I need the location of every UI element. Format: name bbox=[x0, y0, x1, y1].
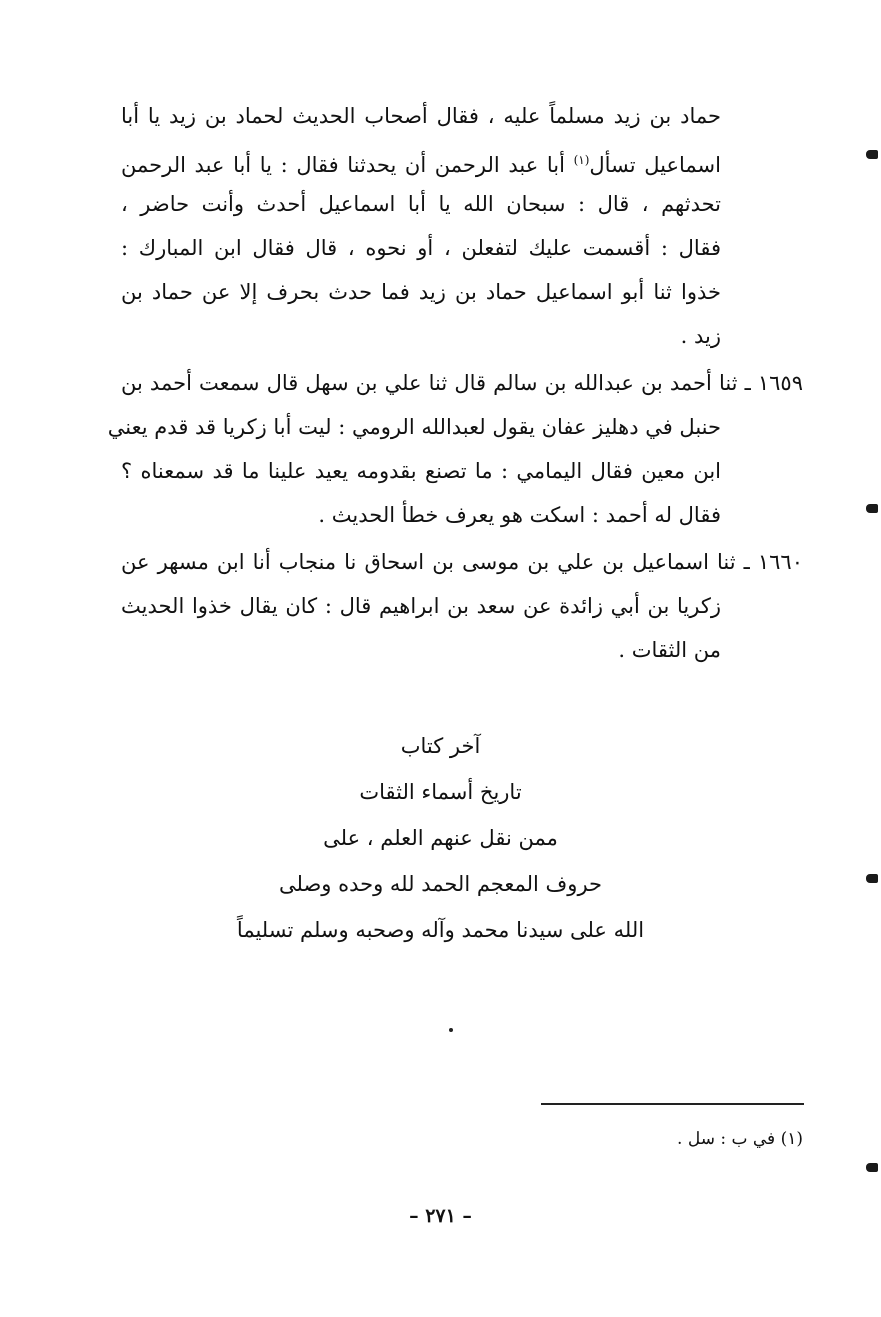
ink-dot bbox=[449, 1028, 453, 1032]
text-line: فقال : أقسمت عليك لتفعلن ، أو نحوه ، قال فقال ابن المبارك : bbox=[121, 236, 721, 260]
entry-1659-line: فقال له أحمد : اسكت هو يعرف خطأ الحديث . bbox=[318, 503, 721, 527]
colophon-line: ممن نقل عنهم العلم ، على bbox=[323, 826, 558, 850]
footnote: (١) في ب : سل . bbox=[677, 1129, 803, 1149]
text-line: زيد . bbox=[680, 324, 721, 348]
text-fragment: أبا عبد الرحمن أن يحدثنا فقال : يا أبا عبد الرحمن bbox=[121, 153, 574, 177]
footnote-separator bbox=[541, 1103, 804, 1105]
entry-1660-line: ١٦٦٠ ـ ثنا اسماعيل بن علي بن موسى بن اسحاق نا منجاب أنا ابن مسهر عن bbox=[121, 550, 803, 574]
entry-1659-line: حنبل في دهليز عفان يقول لعبدالله الرومي : ليت أبا زكريا قد قدم يعني bbox=[107, 415, 721, 439]
text-fragment: اسماعيل تسأل bbox=[589, 153, 721, 177]
text-line bbox=[121, 138, 721, 187]
text-line: حماد بن زيد مسلماً عليه ، فقال أصحاب الحديث لحماد بن زيد يا أبا bbox=[121, 104, 721, 128]
margin-marker bbox=[866, 874, 878, 883]
footnote-reference: (١) bbox=[573, 153, 590, 167]
colophon-line: حروف المعجم الحمد لله وحده وصلى bbox=[278, 872, 603, 896]
margin-marker bbox=[866, 150, 878, 159]
text-line: خذوا ثنا أبو اسماعيل حماد بن زيد فما حدث بحرف إلا عن حماد بن bbox=[121, 280, 721, 304]
colophon-line: آخر كتاب bbox=[400, 734, 481, 758]
margin-marker bbox=[866, 1163, 878, 1172]
entry-1659-line: ابن معين فقال اليمامي : ما تصنع بقدومه يعيد علينا ما قد سمعناه ؟ bbox=[121, 459, 721, 483]
colophon-line: تاريخ أسماء الثقات bbox=[359, 780, 522, 804]
colophon-line: الله على سيدنا محمد وآله وصحبه وسلم تسليماً bbox=[236, 918, 645, 942]
page-number: – ٢٧١ – bbox=[409, 1205, 472, 1227]
entry-1660-line: من الثقات . bbox=[618, 638, 721, 662]
margin-marker bbox=[866, 504, 878, 513]
text-line: تحدثهم ، قال : سبحان الله يا أبا اسماعيل أحدث وأنت حاضر ، bbox=[121, 192, 721, 216]
entry-1660-line: زكريا بن أبي زائدة عن سعد بن ابراهيم قال : كان يقال خذوا الحديث bbox=[121, 594, 721, 618]
entry-1659-line: ١٦٥٩ ـ ثنا أحمد بن عبدالله بن سالم قال ثنا علي بن سهل قال سمعت أحمد بن bbox=[121, 371, 803, 395]
